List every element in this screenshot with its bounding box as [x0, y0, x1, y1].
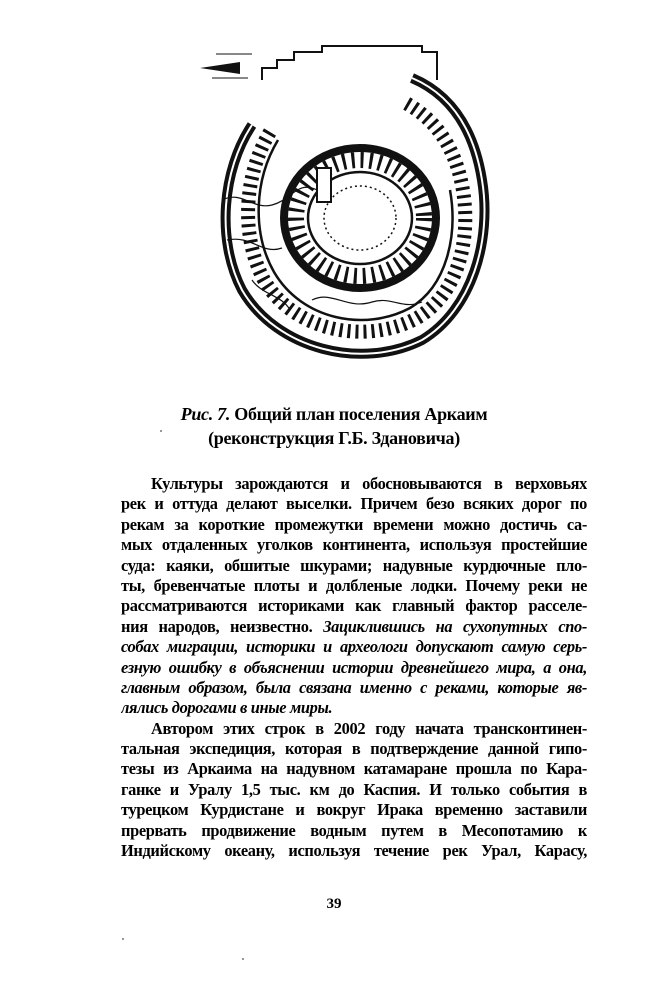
text-line: турецком Курдистане и вокруг Ирака временно заставили [121, 800, 587, 820]
text-line: ганке и Уралу 1,5 тыс. км до Каспия. И только события в [121, 779, 587, 799]
figure-title: Общий план поселения Аркаим [234, 404, 488, 424]
text-line: Автором этих строк в 2002 году начата трансконтинен- [151, 718, 587, 738]
scan-speck [242, 958, 244, 960]
text-line-emphasis: езную ошибку в объяснении истории древнейшего мира, а она, [121, 657, 587, 677]
north-arrow-icon [200, 62, 240, 74]
text-plain: ния народов, неизвестно. [121, 616, 313, 636]
text-line: рассматриваются историками как главный фактор расселе- [121, 596, 587, 616]
text-line: рек и оттуда делают выселки. Причем безо всяких дорог по [121, 494, 587, 514]
scan-speck [160, 430, 162, 432]
text-line: рекам за короткие промежутки времени можно достичь са- [121, 514, 587, 534]
main-text [121, 474, 587, 861]
figure-label: Рис. 7. [180, 404, 231, 424]
figure-caption [0, 404, 668, 425]
text-line: тезы из Аркаима на надувном катамаране прошла по Кара- [121, 759, 587, 779]
text-line: прервать продвижение водным путем в Месопотамию к [121, 820, 587, 840]
arkaim-plan-figure [182, 40, 494, 370]
text-line: ты, бревенчатые плоты и долбленые лодки. Почему реки не [121, 575, 587, 595]
page-number: 39 [326, 896, 342, 912]
text-line: Индийскому океану, используя течение рек Урал, Карасу, [121, 841, 587, 861]
scan-speck [122, 938, 124, 940]
text-line-emphasis: лялись дорогами в иные миры. [121, 698, 333, 718]
text-line: суда: каяки, обшитые шкурами; надувные курдючные пло- [121, 555, 587, 575]
text-line-emphasis: собах миграции, историки и археологи допускают самую серь- [121, 637, 587, 657]
settlement-plan-drawing [182, 40, 494, 370]
text-line-emphasis: главным образом, была связана именно с реками, которые яв- [121, 677, 587, 697]
text-line: тальная экспедиция, которая в подтверждение данной гипо- [121, 739, 587, 759]
text-line: Культуры зарождаются и обосновываются в верховьях [151, 474, 587, 493]
text-emphasis: Зациклившись на сухопутных спо- [323, 616, 587, 636]
text-line-mixed [121, 617, 587, 637]
text-line: мых отдаленных уголков континента, используя простейшие [121, 535, 587, 555]
figure-credit: (реконструкция Г.Б. Здановича) [208, 428, 460, 448]
